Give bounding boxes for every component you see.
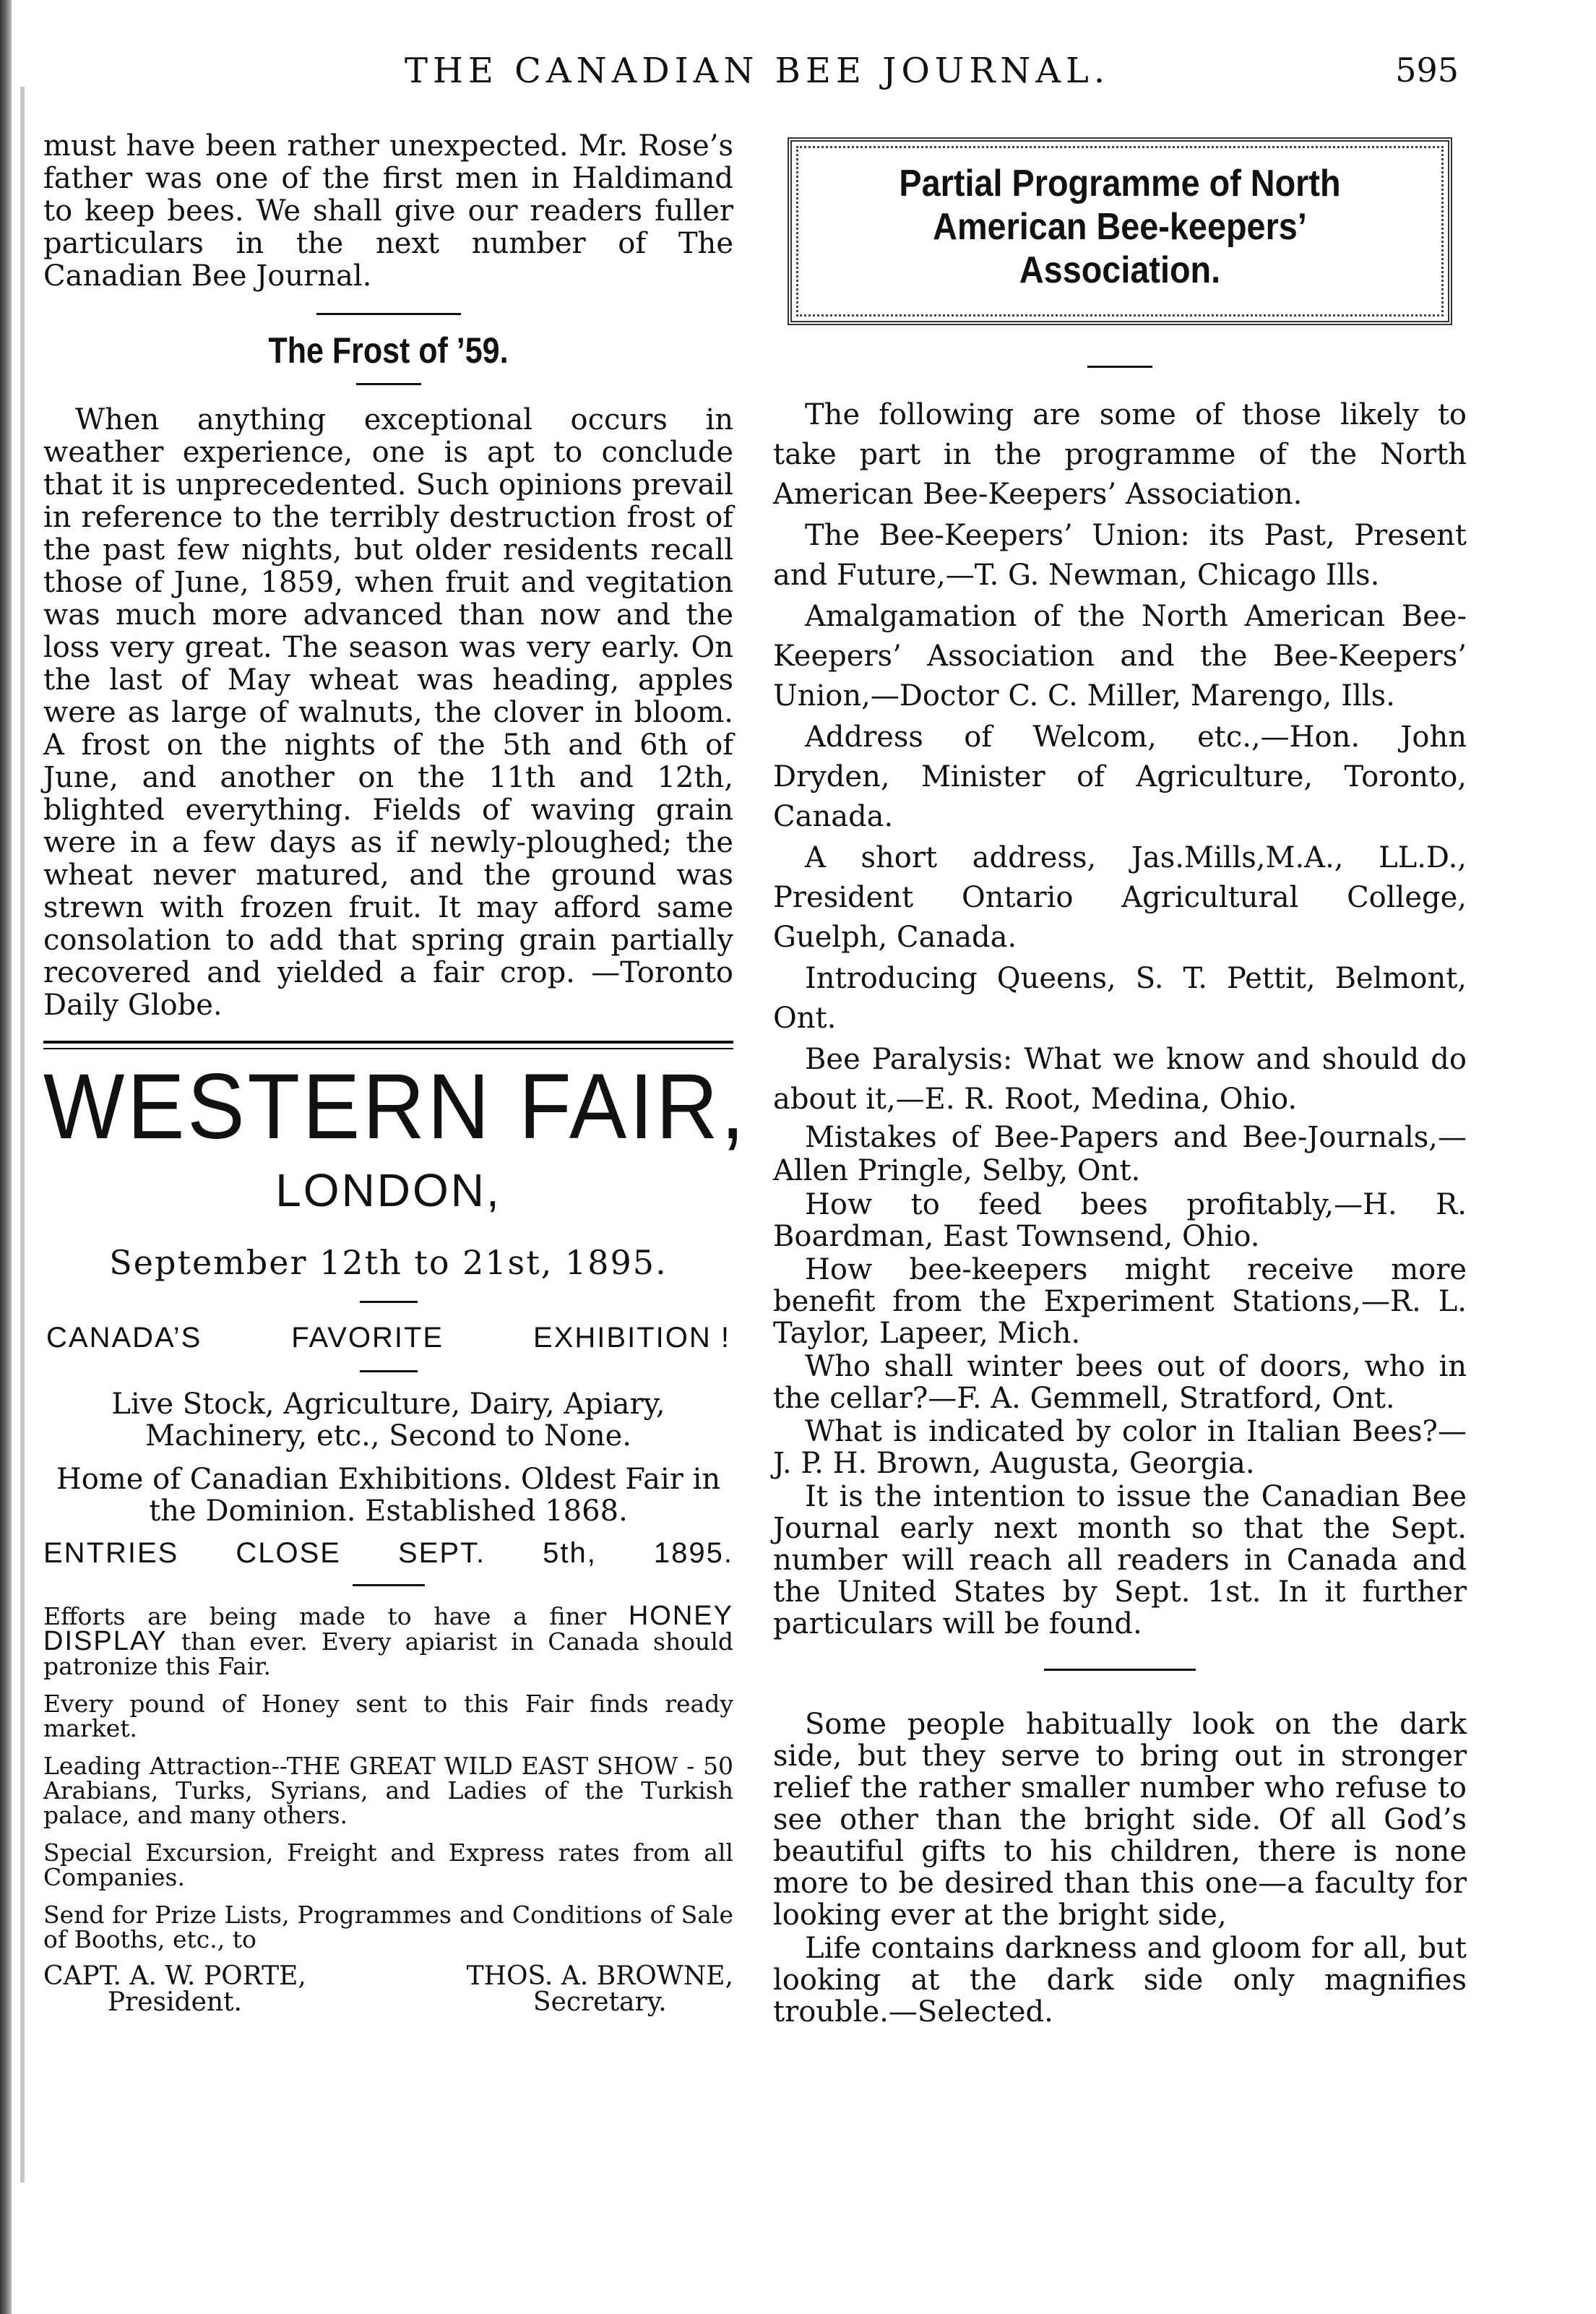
frost-body: When anything exceptional occurs in weather experience, one is apt to conclude that it is unprecedented. Such opinions prevail in reference to the terribly destruction frost of the past few nights, but older residents recall those of June, 1859, when fruit and vegitation was much more advanced than now and the loss very great. The season was very early. On the last of May wheat was heading, apples were as large of walnuts, the clover in bloom. A frost on the nights of the 5th and 6th of June, and another on the 11th and 12th, blighted everything. Fields of waving grain were in a few days as if newly-ploughed; the wheat never matured, and the ground was strewn with frozen fruit. It may afford same consolation to add that spring grain partially recovered and yielded a fair crop. —Toronto Daily Globe. (43, 403, 733, 1022)
programme-item: The Bee-Keepers’ Union: its Past, Present and Future,—T. G. Newman, Chicago Ills. (773, 519, 1467, 592)
ad-attraction: Leading Attraction--THE GREAT WILD EAST SHOW - 50 Arabians, Turks, Syrians, and Ladies of the Turkish palace, and many others. (43, 1752, 733, 1829)
programme-note: It is the intention to issue the Canadian Bee Journal early next month so that the Sept. number will reach all readers in Canada and the United States by Sept. 1st. In it further particulars will be found. (773, 1480, 1467, 1640)
ad-entries (43, 1537, 733, 1570)
right-column (773, 137, 1467, 2028)
honey-text-c: than ever. Every apiarist in Canada should patronize this Fair. (43, 1627, 733, 1680)
ad-home: Home of Canadian Exhibitions. Oldest Fair in the Dominion. Established 1868. (56, 1463, 721, 1528)
entries-word: 5th, (543, 1537, 597, 1569)
divider (356, 383, 421, 385)
page-binding-edge (0, 0, 12, 2314)
entries-word: SEPT. (397, 1537, 486, 1569)
ad-livestock: Live Stock, Agriculture, Dairy, Apiary, Machinery, etc., Second to None. (111, 1388, 665, 1453)
ad-title: WESTERN FAIR, (43, 1055, 748, 1158)
ad-city: LONDON, (275, 1164, 501, 1216)
programme-item: Amalgamation of the North American Bee-Keepers’ Association and the Bee-Keepers’ Union,—Doctor C. C. Miller, Marengo, Ills. (773, 600, 1467, 713)
divider (353, 1584, 425, 1586)
ad-border-top (43, 1041, 733, 1049)
programme-title: Partial Programme of North American Bee-keepers’ Association. (899, 163, 1341, 291)
ad-excursion: Special Excursion, Freight and Express rates from all Companies. (43, 1838, 733, 1891)
closing-paragraph-2: Life contains darkness and gloom for all, but looking at the dark side only magnifies trouble.—Selected. (773, 1932, 1467, 2029)
ad-pound: Every pound of Honey sent to this Fair finds ready market. (43, 1690, 733, 1742)
closing-paragraph: Some people habitually look on the dark side, but they serve to bring out in stronger relief the rather smaller number who refuse to see other than the bright side. Of all God’s beautiful gifts to his children, there is none more to be desired than this one—a faculty for looking ever at the bright side, (773, 1708, 1467, 1932)
programme-item: A short address, Jas.Mills,M.A., LL.D., President Ontario Agricultural College, Guelph, Canada. (773, 841, 1467, 954)
entries-word: 1895. (653, 1537, 733, 1569)
ad-prize: Send for Prize Lists, Programmes and Conditions of Sale of Booths, etc., to (43, 1901, 733, 1953)
programme-item: How to feed bees profitably,—H. R. Boardman, East Townsend, Ohio. (773, 1188, 1467, 1253)
president-role: President. (107, 1987, 242, 2017)
left-column (43, 129, 748, 2017)
slogan-word: EXHIBITION ! (533, 1322, 730, 1354)
western-fair-ad (43, 1055, 748, 2017)
programme-title-box (788, 137, 1452, 325)
honey-text-a: Efforts are being made to have a finer (43, 1602, 607, 1630)
programme-item: Who shall winter bees out of doors, who in the cellar?—F. A. Gemmell, Stratford, Ont. (773, 1350, 1467, 1415)
ad-dates: September 12th to 21st, 1895. (109, 1243, 668, 1282)
ad-slogan (43, 1322, 733, 1354)
page-number: 595 (1395, 51, 1459, 90)
programme-item: Introducing Queens, S. T. Pettit, Belmont, Ont. (773, 962, 1467, 1035)
programme-item: What is indicated by color in Italian Bees?—J. P. H. Brown, Augusta, Georgia. (773, 1415, 1467, 1480)
page-shadow (20, 87, 25, 2182)
ad-honey (43, 1601, 733, 1680)
president-name: CAPT. A. W. PORTE, (43, 1961, 306, 1991)
divider (316, 313, 461, 315)
signature-secretary (466, 1961, 733, 2017)
entries-word: ENTRIES (43, 1537, 179, 1569)
entries-word: CLOSE (236, 1537, 341, 1569)
programme-item: Mistakes of Bee-Papers and Bee-Journals,—Allen Pringle, Selby, Ont. (773, 1121, 1467, 1187)
journal-title: THE CANADIAN BEE JOURNAL. (405, 51, 1110, 91)
running-header (0, 43, 1596, 101)
signature-president (43, 1961, 306, 2017)
honey-display: HONEY DISPLAY (43, 1601, 733, 1656)
programme-item: Bee Paralysis: What we know and should do about it,—E. R. Root, Medina, Ohio. (773, 1043, 1467, 1116)
secretary-role: Secretary. (532, 1987, 667, 2017)
programme-item: Address of Welcom, etc.,—Hon. John Dryden, Minister of Agriculture, Toronto, Canada. (773, 721, 1467, 833)
programme-list (773, 395, 1467, 1640)
divider (360, 1370, 418, 1372)
ad-signatures (43, 1961, 733, 2017)
programme-item: How bee-keepers might receive more benefit from the Experiment Stations,—R. L. Taylor, Lapeer, Mich. (773, 1253, 1467, 1350)
programme-intro: The following are some of those likely to take part in the programme of the North American Bee-Keepers’ Association. (773, 398, 1467, 511)
divider (1087, 366, 1152, 368)
frost-title: The Frost of ’59. (268, 330, 509, 371)
divider (1044, 1669, 1196, 1671)
slogan-word: FAVORITE (291, 1322, 444, 1354)
divider (360, 1301, 418, 1303)
intro-paragraph: must have been rather unexpected. Mr. Rose’s father was one of the first men in Haldimand to keep bees. We shall give our readers fuller particulars in the next number of The Canadian Bee Journal. (43, 129, 733, 293)
slogan-word: CANADA’S (46, 1322, 202, 1354)
secretary-name: THOS. A. BROWNE, (466, 1961, 733, 1991)
